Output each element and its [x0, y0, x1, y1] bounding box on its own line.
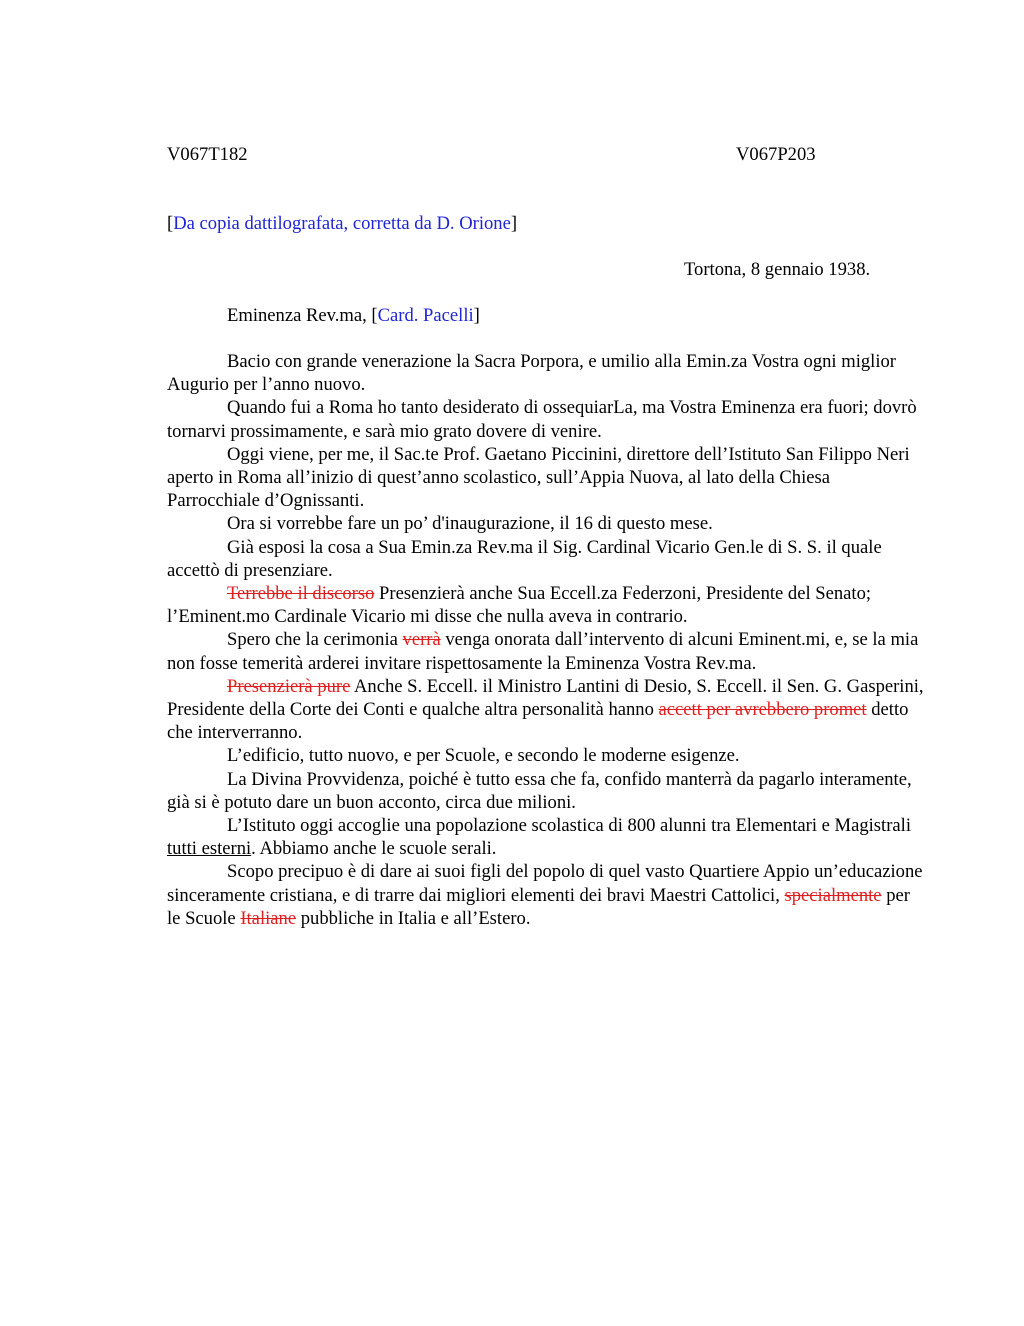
paragraph-8-text-b: detto che interverranno. — [167, 699, 909, 744]
deleted-text: verrà — [402, 629, 441, 651]
salutation-recipient-note: Card. Pacelli — [377, 305, 474, 326]
paragraph-4: Ora si vorrebbe fare un po’ d'inaugurazione, il 16 di questo mese. — [227, 513, 713, 535]
letter-body — [167, 350, 925, 930]
deleted-text: Presenzierà pure — [227, 675, 351, 697]
paragraph-11 — [167, 814, 925, 860]
salutation-close-bracket: ] — [473, 305, 480, 326]
underlined-text: tutti esterni — [167, 838, 252, 860]
deleted-text: Italiane — [240, 907, 297, 929]
paragraph-12-text-c: pubbliche in Italia e all’Estero. — [296, 907, 531, 929]
salutation-text: Eminenza Rev.ma, — [227, 305, 372, 326]
paragraph-7-text-b: venga onorata dall’intervento di alcuni Eminent.mi, e, se la mia non fosse temerità arderei invitare rispettosamente la Eminenza Vostra Rev.ma. — [167, 629, 919, 674]
source-note-text: Da copia dattilografata, corretta da D. Orione — [173, 213, 511, 234]
salutation — [227, 304, 480, 327]
paragraph-12-text-a: Scopo precipuo è di dare ai suoi figli del popolo di quel vasto Quartiere Appio un’educazione sinceramente cristiana, e di trarre dai migliori elementi dei bravi Maestri Cattolici, — [167, 861, 923, 906]
paragraph-8-text-a: Anche S. Eccell. il Ministro Lantini di Desio, S. Eccell. il Sen. G. Gasperini, Presidente della Corte dei Conti e qualche altra personalità hanno — [167, 675, 924, 721]
salutation-open-bracket: [ — [371, 305, 378, 326]
paragraph-11-text-b: . Abbiamo anche le scuole serali. — [251, 838, 497, 860]
paragraph-5: Già esposi la cosa a Sua Emin.za Rev.ma il Sig. Cardinal Vicario Gen.le di S. S. il quale accettò di presenziare. — [167, 536, 882, 581]
paragraph-6-text: Presenzierà anche Sua Eccell.za Federzoni, Presidente del Senato; l’Eminent.mo Cardinale Vicario mi disse che nulla aveva in contrario. — [167, 583, 872, 628]
paragraph-12-text-b: per le Scuole — [167, 884, 910, 929]
paragraph-6 — [167, 582, 925, 628]
deleted-text: specialmente — [784, 884, 882, 906]
paragraph-1: Bacio con grande venerazione la Sacra Porpora, e umilio alla Emin.za Vostra ogni miglior Augurio per l’anno nuovo. — [167, 351, 896, 396]
paragraph-11-text-a: L’Istituto oggi accoglie una popolazione scolastica di 800 alunni tra Elementari e Magistrali — [227, 815, 911, 837]
paragraph-2: Quando fui a Roma ho tanto desiderato di ossequiarLa, ma Vostra Eminenza era fuori; dovrò tornarvi prossimamente, e sarà mio grato dovere di venire. — [167, 397, 917, 442]
paragraph-9: L’edificio, tutto nuovo, e per Scuole, e secondo le moderne esigenze. — [227, 745, 740, 767]
paragraph-7-text-a: Spero che la cerimonia — [227, 629, 403, 651]
paragraph-3: Oggi viene, per me, il Sac.te Prof. Gaetano Piccinini, direttore dell’Istituto San Filippo Neri aperto in Roma all’inizio di quest’anno scolastico, sull’Appia Nuova, al lato della Chiesa Parrocchiale d’Ognissanti. — [167, 443, 910, 512]
source-note-close-bracket: ] — [510, 213, 518, 234]
deleted-text: Terrebbe il discorso — [227, 583, 375, 605]
paragraph-7 — [167, 628, 925, 674]
paragraph-12 — [167, 860, 925, 930]
paragraph-10: La Divina Provvidenza, poiché è tutto essa che fa, confido manterrà da pagarlo interamente, già si è potuto dare un buon acconto, circa due milioni. — [167, 768, 912, 813]
document-id-right: V067P203 — [736, 144, 816, 165]
document-id-left: V067T182 — [167, 144, 248, 165]
paragraph-8 — [167, 675, 925, 745]
source-note — [167, 212, 517, 235]
source-note-open-bracket: [ — [167, 213, 174, 234]
dateline: Tortona, 8 gennaio 1938. — [684, 259, 871, 280]
deleted-text: accett per avrebbero promet — [658, 699, 867, 721]
